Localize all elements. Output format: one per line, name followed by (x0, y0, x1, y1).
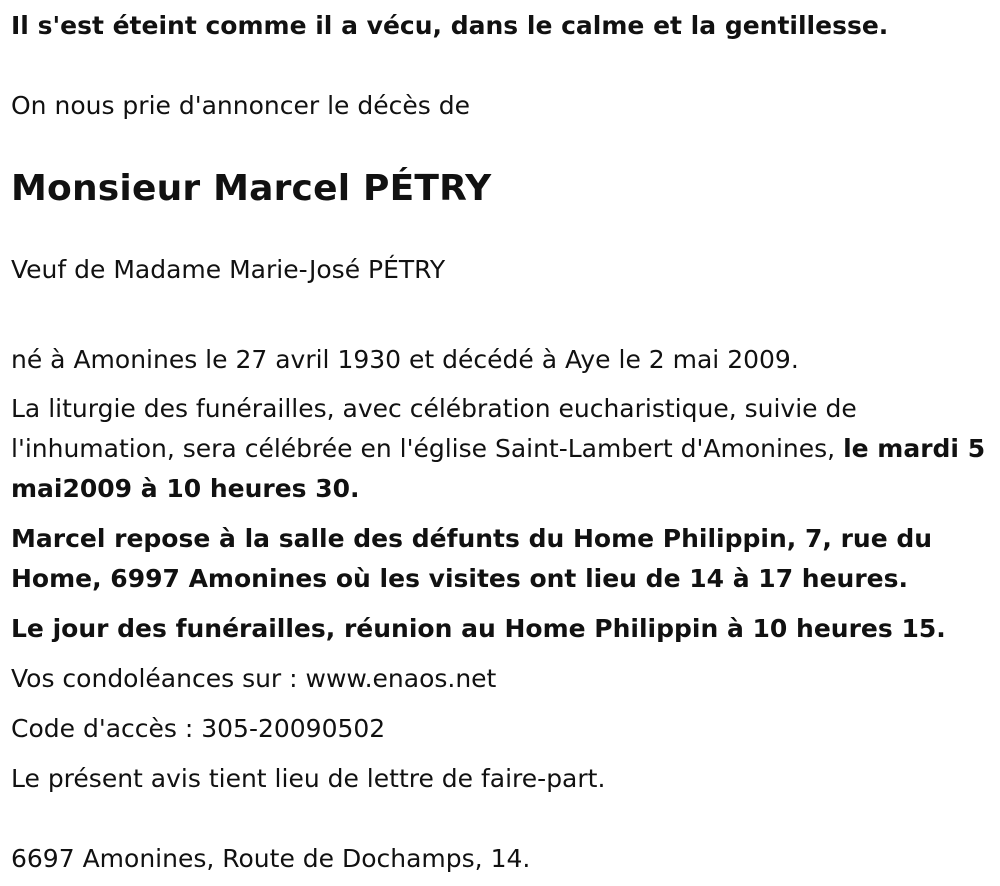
deceased-name: Monsieur Marcel PÉTRY (11, 168, 492, 209)
spouse-line: Veuf de Madame Marie-José PÉTRY (11, 255, 446, 284)
rest-place-paragraph: Marcel repose à la salle des défunts du Home Philippin, 7, rue du Home, 6997 Amonines où les visites ont lieu de 14 à 17 heures. (11, 524, 933, 593)
announcement-intro: On nous prie d'annoncer le décès de (11, 91, 470, 120)
condolences-line: Vos condoléances sur : www.enaos.net (11, 664, 497, 693)
liturgy-date-time: le mardi 5 mai2009 à 10 heures 30. (11, 434, 986, 503)
epigraph: Il s'est éteint comme il a vécu, dans le calme et la gentillesse. (11, 11, 889, 40)
faire-part-line: Le présent avis tient lieu de lettre de faire-part. (11, 764, 606, 793)
liturgy-text: La liturgie des funérailles, avec célébration eucharistique, suivie de l'inhumation, sera célébrée en l'église Saint-Lambert d'Amonines, (11, 394, 857, 463)
address-line: 6697 Amonines, Route de Dochamps, 14. (11, 844, 531, 873)
access-code-line: Code d'accès : 305-20090502 (11, 714, 386, 743)
funeral-gathering-line: Le jour des funérailles, réunion au Home Philippin à 10 heures 15. (11, 614, 946, 643)
birth-death-line: né à Amonines le 27 avril 1930 et décédé à Aye le 2 mai 2009. (11, 345, 799, 374)
liturgy-paragraph (11, 389, 990, 509)
